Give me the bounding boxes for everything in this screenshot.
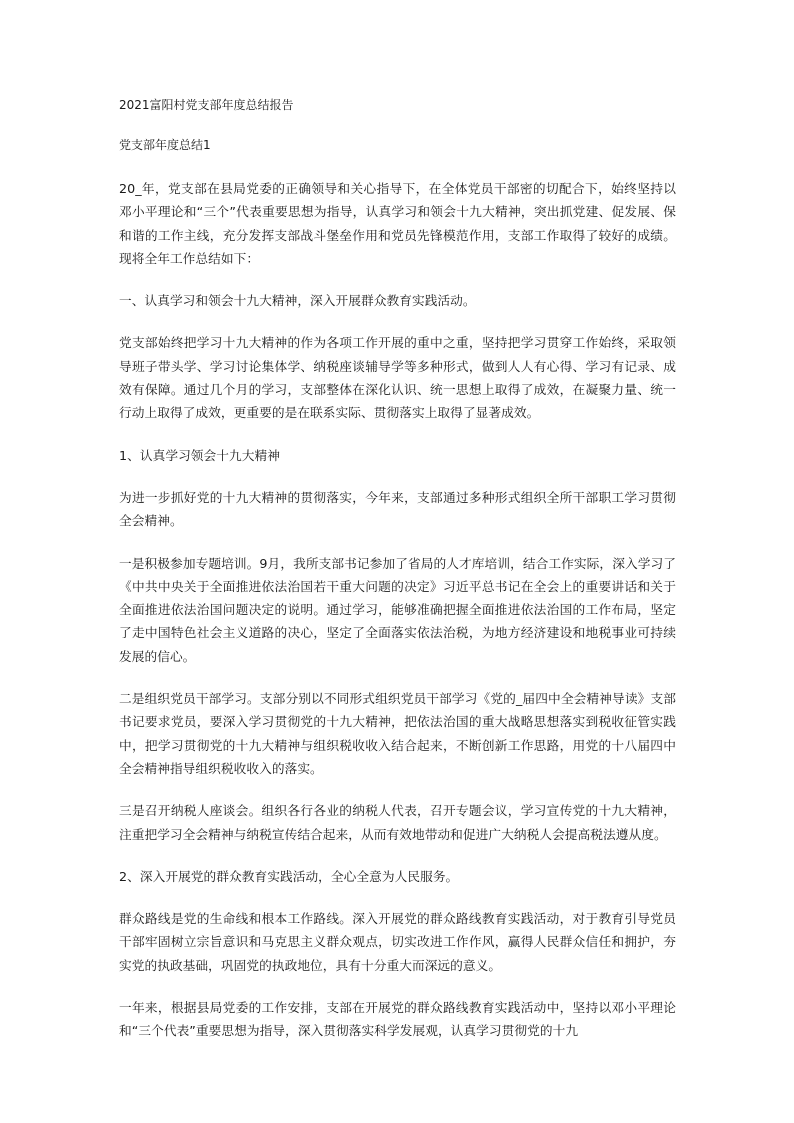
paragraph-taxpayer-meeting: 三是召开纳税人座谈会。组织各行各业的纳税人代表，召开专题会议，学习宣传党的十九大精神，注重把学习全会精神与纳税宣传结合起来，从而有效地带动和促进广大纳税人会提高税法遵从度。: [119, 803, 676, 842]
paragraph-cadre-study: 二是组织党员干部学习。支部分别以不同形式组织党员干部学习《党的_届四中全会精神导读》支部书记要求党员，要深入学习贯彻党的十九大精神，把依法治国的重大战略思想落实到税收征管实践中，把学习贯彻党的十九大精神与组织税收收入结合起来，不断创新工作思路，用党的十八届四中全会精神指导组织税收收入的落实。: [119, 691, 676, 776]
paragraph-study: 党支部始终把学习十九大精神的作为各项工作开展的重中之重，坚持把学习贯穿工作始终，采取领导班子带头学、学习讨论集体学、纳税座谈辅导学等多种形式，做到人人有心得、学习有记录、成效有保障。通过几个月的学习，支部整体在深化认识、统一思想上取得了成效，在凝聚力量、统一行动上取得了成效，更重要的是在联系实际、贯彻落实上取得了显著成效。: [119, 335, 676, 421]
heading-part-one: 一、认真学习和领会十九大精神，深入开展群众教育实践活动。: [119, 293, 476, 309]
paragraph-implementation: 为进一步抓好党的十九大精神的贯彻落实，今年来，支部通过多种形式组织全所干部职工学习贯彻全会精神。: [119, 489, 676, 529]
paragraph-training: 一是积极参加专题培训。9月，我所支部书记参加了省局的人才库培训，结合工作实际，深入学习了《中共中央关于全面推进依法治国若干重大问题的决定》习近平总书记在全会上的重要讲话和关于全面推进依法治国问题决定的说明。通过学习，能够准确把握全面推进依法治国的工作布局，坚定了走中国特色社会主义道路的决心，坚定了全面落实依法治税，为地方经济建设和地税事业可持续发展的信心。: [119, 555, 676, 664]
paragraph-year-review: 一年来，根据县局党委的工作安排，支部在开展党的群众路线教育实践活动中，坚持以邓小平理论和“三个代表”重要思想为指导，深入贯彻落实科学发展观，认真学习贯彻党的十九: [119, 1000, 676, 1039]
document-title: 2021富阳村党支部年度总结报告: [119, 98, 294, 112]
section-title: 党支部年度总结1: [119, 138, 211, 152]
heading-item-two: 2、深入开展党的群众教育实践活动，全心全意为人民服务。: [119, 868, 459, 884]
heading-item-one: 1、认真学习领会十九大精神: [119, 447, 280, 463]
paragraph-intro: 20_年，党支部在县局党委的正确领导和关心指导下，在全体党员干部密的切配合下，始终坚持以邓小平理论和“三个”代表重要思想为指导，认真学习和领会十九大精神，突出抓党建、促发展、保和谐的工作主线，充分发挥支部战斗堡垒作用和党员先锋模范作用，支部工作取得了较好的成绩。现将全年工作总结如下：: [119, 181, 676, 266]
paragraph-mass-line: 群众路线是党的生命线和根本工作路线。深入开展党的群众路线教育实践活动，对于教育引导党员干部牢固树立宗旨意识和马克思主义群众观点，切实改进工作作风，赢得人民群众信任和拥护，夯实党的执政基础，巩固党的执政地位，具有十分重大而深远的意义。: [119, 911, 676, 973]
